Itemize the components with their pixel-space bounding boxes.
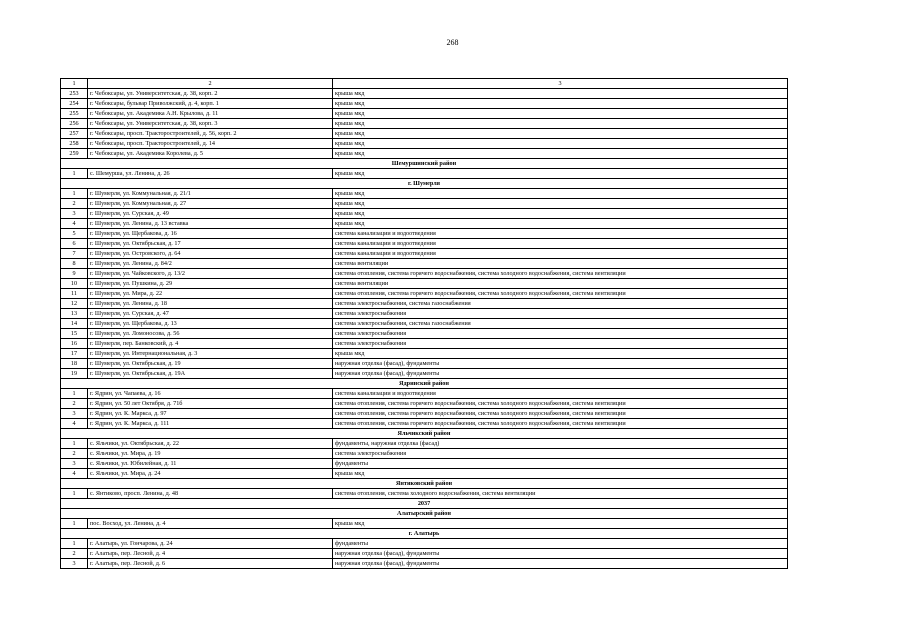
section-row [61,429,788,439]
row-address: г. Чебоксары, просп. Тракторостроителей, д. 56, корп. 2 [88,129,333,139]
row-work: крыша мкд [333,109,788,119]
row-work: система электроснабжения, система газоснабжения [333,319,788,329]
table-row [61,359,788,369]
table-row [61,299,788,309]
row-address: г. Чебоксары, ул. Университетская, д. 38, корп. 3 [88,119,333,129]
table-row [61,239,788,249]
table-row [61,439,788,449]
row-number: 11 [61,289,88,299]
row-address: г. Шумерля, ул. Интернациональная, д. 3 [88,349,333,359]
row-number: 1 [61,189,88,199]
row-number: 10 [61,279,88,289]
row-number: 3 [61,209,88,219]
row-number: 2 [61,449,88,459]
row-work: система отопления, система горячего водоснабжения, система холодного водоснабжения, система вентиляции [333,419,788,429]
row-address: г. Шумерля, ул. Ленина, д. 13 вставка [88,219,333,229]
row-address: г. Шумерля, ул. Сурская, д. 49 [88,209,333,219]
row-address: г. Шумерля, ул. Чайковского, д. 13/2 [88,269,333,279]
row-number: 5 [61,229,88,239]
row-address: г. Алатырь, пер. Лесной, д. 6 [88,559,333,569]
row-address: г. Алатырь, ул. Гончарова, д. 24 [88,539,333,549]
row-address: г. Шумерля, ул. Октябрьская, д. 19А [88,369,333,379]
table-row [61,469,788,479]
row-address: г. Шумерля, ул. Октябрьская, д. 17 [88,239,333,249]
table-row [61,339,788,349]
row-address: с. Яльчики, ул. Мира, д. 19 [88,449,333,459]
row-number: 258 [61,139,88,149]
row-work: крыша мкд [333,519,788,529]
section-row [61,179,788,189]
table-row [61,319,788,329]
table-row [61,459,788,469]
section-title: г. Шумерля [61,179,788,189]
row-number: 14 [61,319,88,329]
row-address: г. Шумерля, ул. Мира, д. 22 [88,289,333,299]
row-work: крыша мкд [333,469,788,479]
table-row [61,249,788,259]
table-row [61,489,788,499]
row-number: 256 [61,119,88,129]
row-number: 254 [61,99,88,109]
table-row [61,449,788,459]
section-row [61,479,788,489]
row-number: 1 [61,169,88,179]
row-address: г. Чебоксары, ул. Академика А.Н. Крылова, д. 11 [88,109,333,119]
row-work: система канализации и водоотведения [333,249,788,259]
header-col-address: 2 [88,79,333,89]
section-title: Яльчикский район [61,429,788,439]
table-row [61,129,788,139]
row-address: г. Шумерля, ул. Сурская, д. 47 [88,309,333,319]
row-address: г. Ядрин, ул. К. Маркса, д. 97 [88,409,333,419]
row-number: 16 [61,339,88,349]
row-number: 259 [61,149,88,159]
table-row [61,269,788,279]
row-work: система канализации и водоотведения [333,239,788,249]
row-address: с. Яльчики, ул. Мира, д. 24 [88,469,333,479]
section-row [61,499,788,509]
row-number: 1 [61,489,88,499]
row-number: 1 [61,519,88,529]
row-work: крыша мкд [333,349,788,359]
row-work: система электроснабжения [333,329,788,339]
row-number: 257 [61,129,88,139]
row-work: система отопления, система горячего водоснабжения, система холодного водоснабжения, система вентиляции [333,399,788,409]
row-number: 2 [61,199,88,209]
row-address: г. Ядрин, ул. 50 лет Октября, д. 71б [88,399,333,409]
row-address: г. Ядрин, ул. Чапаева, д. 16 [88,389,333,399]
table-row [61,349,788,359]
row-work: крыша мкд [333,99,788,109]
table-row [61,169,788,179]
table-row [61,279,788,289]
table-row [61,409,788,419]
table-row [61,109,788,119]
page-number: 268 [446,38,459,47]
row-address: г. Шумерля, ул. Ломоносова, д. 56 [88,329,333,339]
row-work: фундаменты, наружная отделка (фасад) [333,439,788,449]
table-row [61,99,788,109]
row-number: 2 [61,399,88,409]
row-number: 18 [61,359,88,369]
table-row [61,369,788,379]
row-number: 7 [61,249,88,259]
row-number: 13 [61,309,88,319]
row-number: 3 [61,459,88,469]
table-row [61,209,788,219]
table-row [61,119,788,129]
table-row [61,419,788,429]
row-address: г. Шумерля, ул. Ленина, д. 18 [88,299,333,309]
row-number: 2 [61,549,88,559]
row-work: наружная отделка (фасад), фундаменты [333,369,788,379]
row-address: с. Янтиково, просп. Ленина, д. 48 [88,489,333,499]
row-number: 12 [61,299,88,309]
row-number: 9 [61,269,88,279]
row-address: г. Чебоксары, ул. Университетская, д. 38, корп. 2 [88,89,333,99]
row-address: г. Алатырь, пер. Лесной, д. 4 [88,549,333,559]
table-row [61,309,788,319]
table-row [61,259,788,269]
row-number: 255 [61,109,88,119]
row-work: система канализации и водоотведения [333,389,788,399]
row-work: крыша мкд [333,209,788,219]
row-address: г. Ядрин, ул. К. Маркса, д. 111 [88,419,333,429]
row-address: г. Шумерля, ул. Пушкина, д. 29 [88,279,333,289]
row-work: крыша мкд [333,219,788,229]
section-title: Янтиковский район [61,479,788,489]
row-work: крыша мкд [333,169,788,179]
row-work: система канализации и водоотведения [333,229,788,239]
row-address: с. Шемурша, ул. Ленина, д. 26 [88,169,333,179]
row-work: система электроснабжения [333,309,788,319]
table-row [61,389,788,399]
table-body [61,89,788,569]
section-title: Ядринский район [61,379,788,389]
row-number: 4 [61,219,88,229]
row-work: система вентиляции [333,259,788,269]
row-address: г. Шумерля, пер. Банковский, д. 4 [88,339,333,349]
row-address: пос. Восход, ул. Ленина, д. 4 [88,519,333,529]
table-row [61,199,788,209]
header-row [61,79,788,89]
table-row [61,539,788,549]
row-address: г. Шумерля, ул. Ленина, д. 84/2 [88,259,333,269]
row-work: крыша мкд [333,129,788,139]
row-address: с. Яльчики, ул. Юбилейная, д. 11 [88,459,333,469]
row-address: г. Чебоксары, ул. Академика Королева, д. 5 [88,149,333,159]
works-table [60,78,788,569]
row-address: с. Яльчики, ул. Октябрьская, д. 22 [88,439,333,449]
row-address: г. Чебоксары, бульвар Приволжский, д. 4, корп. 1 [88,99,333,109]
section-row [61,159,788,169]
table-row [61,189,788,199]
row-work: крыша мкд [333,149,788,159]
table-row [61,219,788,229]
row-number: 1 [61,439,88,449]
table-row [61,549,788,559]
table-row [61,139,788,149]
header-col-number: 1 [61,79,88,89]
row-number: 253 [61,89,88,99]
row-work: фундаменты [333,459,788,469]
row-work: крыша мкд [333,189,788,199]
table-row [61,329,788,339]
table-row [61,559,788,569]
row-work: крыша мкд [333,119,788,129]
row-number: 3 [61,409,88,419]
row-work: наружная отделка (фасад), фундаменты [333,559,788,569]
row-work: фундаменты [333,539,788,549]
section-title: г. Алатырь [61,529,788,539]
table-row [61,519,788,529]
section-title: 2037 [61,499,788,509]
row-address: г. Шумерля, ул. Щербакова, д. 13 [88,319,333,329]
row-number: 1 [61,539,88,549]
section-row [61,529,788,539]
row-work: крыша мкд [333,139,788,149]
row-number: 4 [61,419,88,429]
row-work: система отопления, система горячего водоснабжения, система холодного водоснабжения, система вентиляции [333,269,788,279]
row-work: наружная отделка (фасад), фундаменты [333,359,788,369]
table-row [61,289,788,299]
row-number: 15 [61,329,88,339]
table-row [61,399,788,409]
section-title: Алатырский район [61,509,788,519]
row-address: г. Шумерля, ул. Щербакова, д. 16 [88,229,333,239]
row-work: система вентиляции [333,279,788,289]
section-title: Шемуршинский район [61,159,788,169]
row-number: 19 [61,369,88,379]
row-number: 1 [61,389,88,399]
table-row [61,229,788,239]
row-number: 3 [61,559,88,569]
row-number: 6 [61,239,88,249]
row-work: система электроснабжения [333,339,788,349]
row-work: наружная отделка (фасад), фундаменты [333,549,788,559]
row-work: система электроснабжения [333,449,788,459]
row-work: система отопления, система горячего водоснабжения, система холодного водоснабжения, система вентиляции [333,409,788,419]
row-address: г. Шумерля, ул. Октябрьская, д. 19 [88,359,333,369]
row-address: г. Шумерля, ул. Коммунальная, д. 27 [88,199,333,209]
row-work: крыша мкд [333,199,788,209]
row-address: г. Шумерля, ул. Коммунальная, д. 21/1 [88,189,333,199]
row-work: система электроснабжения, система газоснабжения [333,299,788,309]
row-work: крыша мкд [333,89,788,99]
header-col-work: 3 [333,79,788,89]
section-row [61,509,788,519]
row-number: 8 [61,259,88,269]
row-number: 4 [61,469,88,479]
row-work: система отопления, система горячего водоснабжения, система холодного водоснабжения, система вентиляции [333,289,788,299]
row-number: 17 [61,349,88,359]
table-row [61,89,788,99]
table-row [61,149,788,159]
row-work: система отопления, система холодного водоснабжения, система вентиляции [333,489,788,499]
row-address: г. Чебоксары, просп. Тракторостроителей, д. 14 [88,139,333,149]
row-address: г. Шумерля, ул. Островского, д. 64 [88,249,333,259]
section-row [61,379,788,389]
